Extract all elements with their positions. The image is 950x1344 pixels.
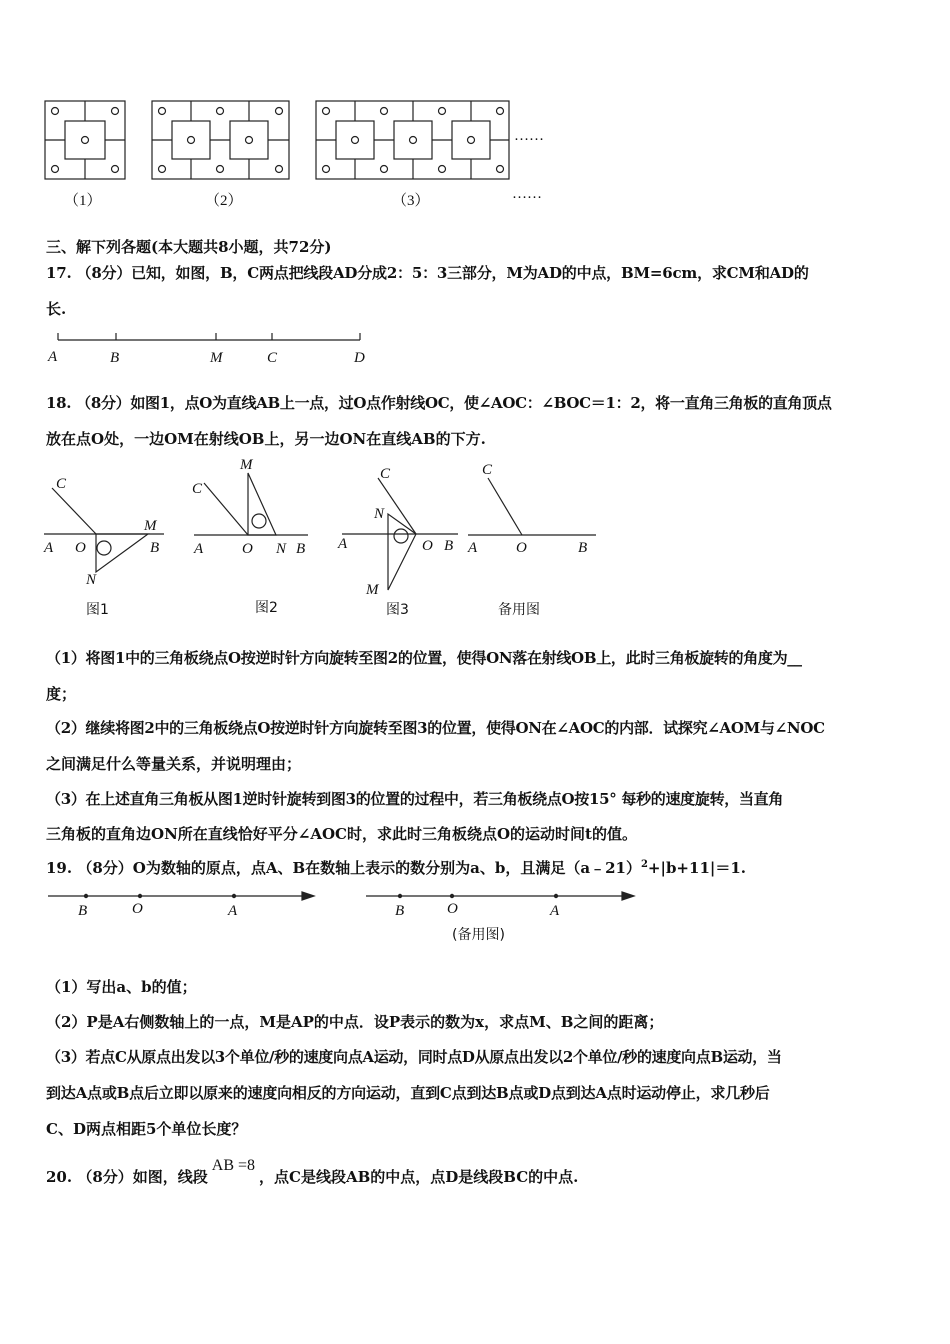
pattern-figure-3 [315,100,511,182]
q19-sub2: （2）P是A右侧数轴上的一点，M是AP的中点．设P表示的数为x，求点M、B之间的距离； [46,1013,664,1031]
svg-text:B: B [78,903,88,919]
svg-text:O: O [242,541,253,557]
q18-sub1-line2: 度； [46,685,77,703]
q18-sub1-line1: （1）将图1中的三角板绕点O按逆时针方向旋转至图2的位置，使得ON落在射线OB上，此时三角板旋转的角度为__ [46,649,802,667]
q17-label-b: B [110,350,120,366]
svg-text:A: A [228,903,238,919]
q19-number-line [44,884,334,920]
q19-sub3-line1: （3）若点C从原点出发以3个单位/秒的速度向点A运动，同时点D从原点出发以2个单位/秒的速度向点B运动，当 [46,1048,782,1066]
pattern-ellipsis-right: …… [514,128,544,144]
svg-text:A: A [338,536,348,552]
section-heading: 三、解下列各题(本大题共8小题，共72分) [46,238,332,256]
svg-text:C: C [482,462,493,478]
q17-label-m: M [210,350,223,366]
svg-text:B: B [444,538,454,554]
pattern-ellipsis-bottom: …… [512,186,542,202]
q17-text-line1: 17. （8分）已知，如图，B，C两点把线段AD分成2：5：3三部分，M为AD的中点，BM=6cm，求CM和AD的 [46,264,809,282]
svg-text:A: A [44,540,54,556]
q19-text: 19. （8分）O为数轴的原点，点A、B在数轴上表示的数分别为a、b，且满足（a﹣21）$^2$+|b+11|＝1. [46,859,746,877]
q17-label-d: D [354,350,365,366]
q18-sub2-line1: （2）继续将图2中的三角板绕点O按逆时针方向旋转至图3的位置，使得ON在∠AOC的内部．试探究∠AOM与∠NOC [46,719,825,737]
caption-fig3: 图3 [386,602,409,618]
pattern-caption-1: （1） [64,193,102,209]
caption-fig1: 图1 [86,602,109,618]
svg-text:M: M [240,457,253,473]
svg-text:A: A [194,541,204,557]
q20-text: 20. （8分）如图，线段AB =8，点C是线段AB的中点，点D是线段BC的中点. [46,1157,579,1186]
q17-label-c: C [267,350,278,366]
svg-text:N: N [374,506,385,522]
pattern-figure-2 [151,100,291,182]
svg-text:C: C [56,476,67,492]
q18-sub2-line2: 之间满足什么等量关系，并说明理由； [46,755,302,773]
q18-text-line1: 18. （8分）如图1，点O为直线AB上一点，过O点作射线OC，使∠AOC：∠BOC＝1：2，将一直角三角板的直角顶点 [46,394,832,412]
svg-text:O: O [447,901,458,917]
q20-formula: AB =8 [211,1157,256,1174]
svg-text:C: C [192,481,203,497]
svg-text:O: O [75,540,86,556]
q19-number-line-spare [362,884,652,920]
q18-figure-2 [190,455,320,565]
q18-text-line2: 放在点O处，一边OM在射线OB上，另一边ON在直线AB的下方. [46,430,486,448]
q19-sub3-line3: C、D两点相距5个单位长度？ [46,1120,247,1138]
q19-spare-caption: (备用图) [452,927,505,943]
q18-figure-1 [40,470,170,590]
q19-sub1: （1）写出a、b的值； [46,978,197,996]
svg-text:M: M [366,582,379,598]
q17-text-line2: 长. [46,300,67,318]
svg-text:O: O [132,901,143,917]
q18-sub3-line2: 三角板的直角边ON所在直线恰好平分∠AOC时，求此时三角板绕点O的运动时间t的值。 [46,825,637,843]
q17-label-a: A [48,349,58,365]
svg-text:N: N [86,572,97,588]
svg-text:C: C [380,466,391,482]
pattern-caption-3: （3） [392,193,430,209]
caption-fig2: 图2 [255,600,278,616]
svg-text:M: M [144,518,157,534]
caption-fig-spare: 备用图 [498,602,540,618]
svg-text:N: N [276,541,287,557]
q17-segment-figure [44,326,374,366]
q18-figure-spare [464,458,604,568]
q18-figure-3 [334,460,464,600]
q18-figure-captions [0,596,950,622]
svg-text:B: B [395,903,405,919]
svg-text:O: O [422,538,433,554]
q19-sub3-line2: 到达A点或B点后立即以原来的速度向相反的方向运动，直到C点到达B点或D点到达A点时运动停止，求几秒后 [46,1084,770,1102]
svg-text:A: A [550,903,560,919]
pattern-figure-1 [44,100,126,182]
svg-text:A: A [468,540,478,556]
svg-text:B: B [578,540,588,556]
svg-text:B: B [296,541,306,557]
pattern-caption-2: （2） [205,193,243,209]
q18-sub3-line1: （3）在上述直角三角板从图1逆时针旋转到图3的位置的过程中，若三角板绕点O按15° 每秒的速度旋转，当直角 [46,790,784,808]
svg-text:B: B [150,540,160,556]
svg-text:O: O [516,540,527,556]
